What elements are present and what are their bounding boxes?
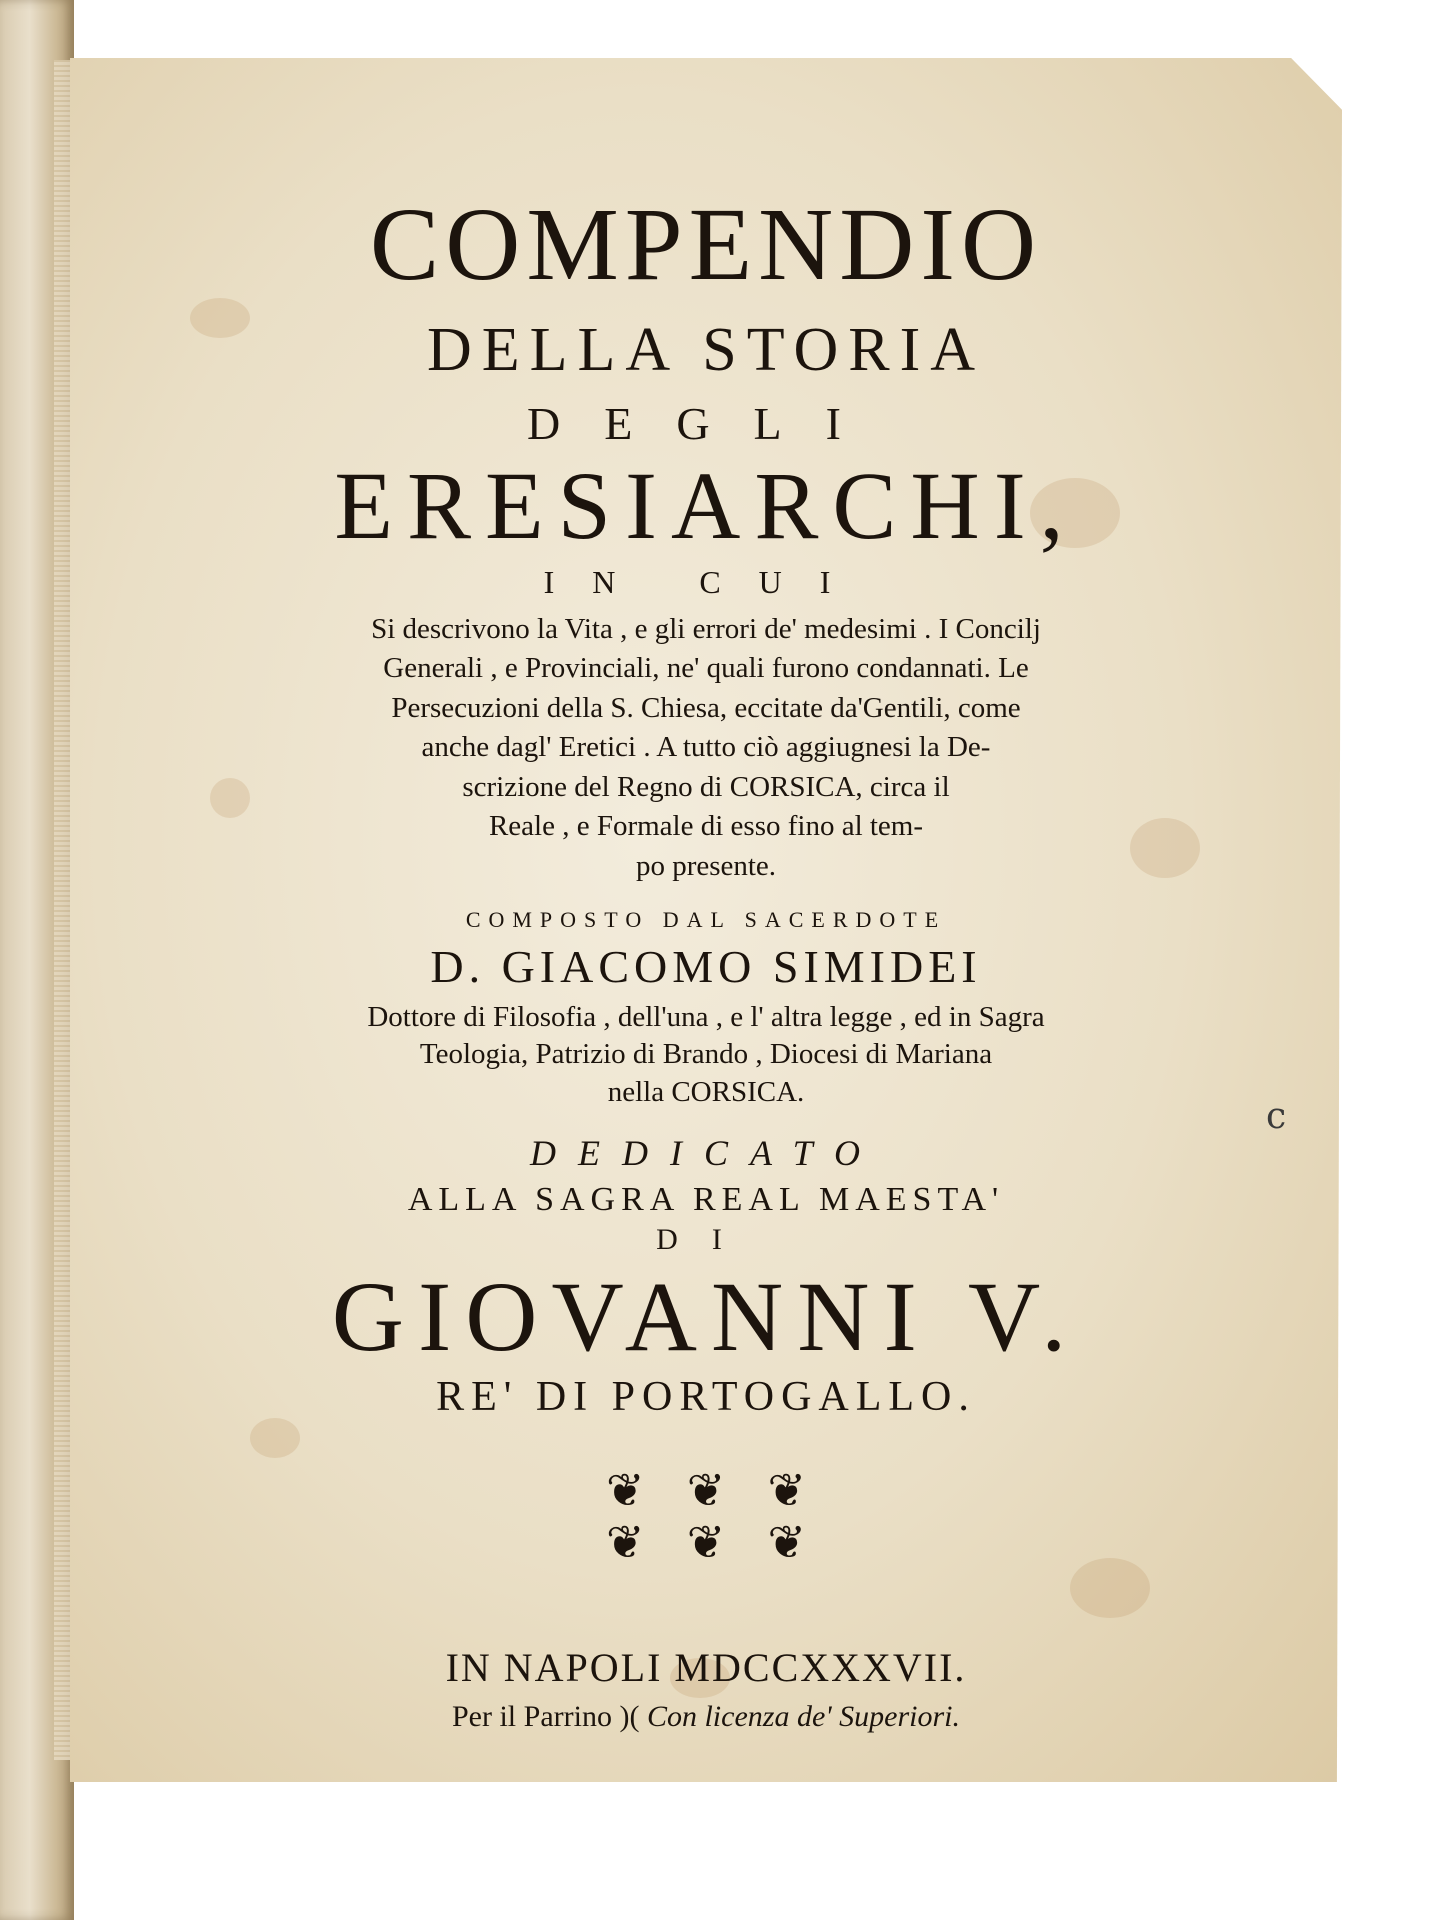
composto-line: COMPOSTO DAL SACERDOTE — [465, 907, 947, 933]
imprint-line: IN NAPOLI MDCCXXXVII. — [445, 1645, 967, 1691]
dedicato-line: DEDICATO — [529, 1132, 882, 1173]
in-cui-heading: IN CUI — [543, 563, 869, 600]
fleuron-icon: ❦ — [606, 1465, 645, 1517]
title-text — [70, 180, 1342, 1733]
title-eresiarchi: ERESIARCHI, — [334, 452, 1078, 560]
printer-ornaments — [606, 1465, 806, 1569]
fleuron-icon: ❦ — [686, 1517, 726, 1569]
description-line: Persecuzioni della S. Chiesa, eccitate da'Gentili, come — [391, 691, 1021, 724]
ornament-row — [606, 1517, 806, 1569]
description-line: anche dagl' Eretici . A tutto ciò aggiugnesi la De- — [421, 731, 991, 764]
printer-name: Per il Parrino — [451, 1700, 612, 1734]
title-compendio: COMPENDIO — [369, 187, 1043, 302]
credentials-line: nella CORSICA. — [607, 1076, 805, 1109]
credentials-line: Dottore di Filosofia , dell'una , e l' altra legge , ed in Sagra — [367, 1000, 1045, 1033]
title-della-storia: DELLA STORIA — [426, 316, 986, 385]
description-line: scrizione del Regno di CORSICA, circa il — [462, 770, 950, 803]
printer-line — [70, 1700, 1342, 1733]
author-credentials — [70, 999, 1342, 1112]
king-name: GIOVANNI V. — [331, 1260, 1081, 1372]
description-line: Si descrivono la Vita , e gli errori de' medesimi . I Concilj — [371, 612, 1041, 645]
description-line: Generali , e Provinciali, ne' quali furono condannati. Le — [383, 652, 1029, 685]
title-degli: DEGLI — [527, 397, 885, 449]
ornament-row — [606, 1465, 806, 1517]
king-title: RE' DI PORTOGALLO. — [436, 1373, 976, 1420]
description-line: Reale , e Formale di esso fino al tem- — [488, 810, 924, 843]
fleuron-icon: ❦ — [767, 1517, 806, 1569]
fleuron-icon: ❦ — [606, 1517, 645, 1569]
description-paragraph — [306, 610, 1106, 886]
di-line: DI — [656, 1222, 756, 1256]
credentials-line: Teologia, Patrizio di Brando , Diocesi di Mariana — [419, 1038, 993, 1071]
author-name: D. GIACOMO SIMIDEI — [430, 941, 982, 993]
license-text: Con licenza de' Superiori. — [646, 1700, 961, 1734]
fleuron-icon: ❦ — [686, 1465, 726, 1517]
dedication-line: ALLA SAGRA REAL MAESTA' — [407, 1181, 1005, 1219]
margin-annotation: c — [1266, 1096, 1287, 1137]
fleuron-icon: ❦ — [767, 1465, 806, 1517]
separator: )( — [619, 1700, 640, 1734]
description-line: po presente. — [635, 849, 777, 882]
